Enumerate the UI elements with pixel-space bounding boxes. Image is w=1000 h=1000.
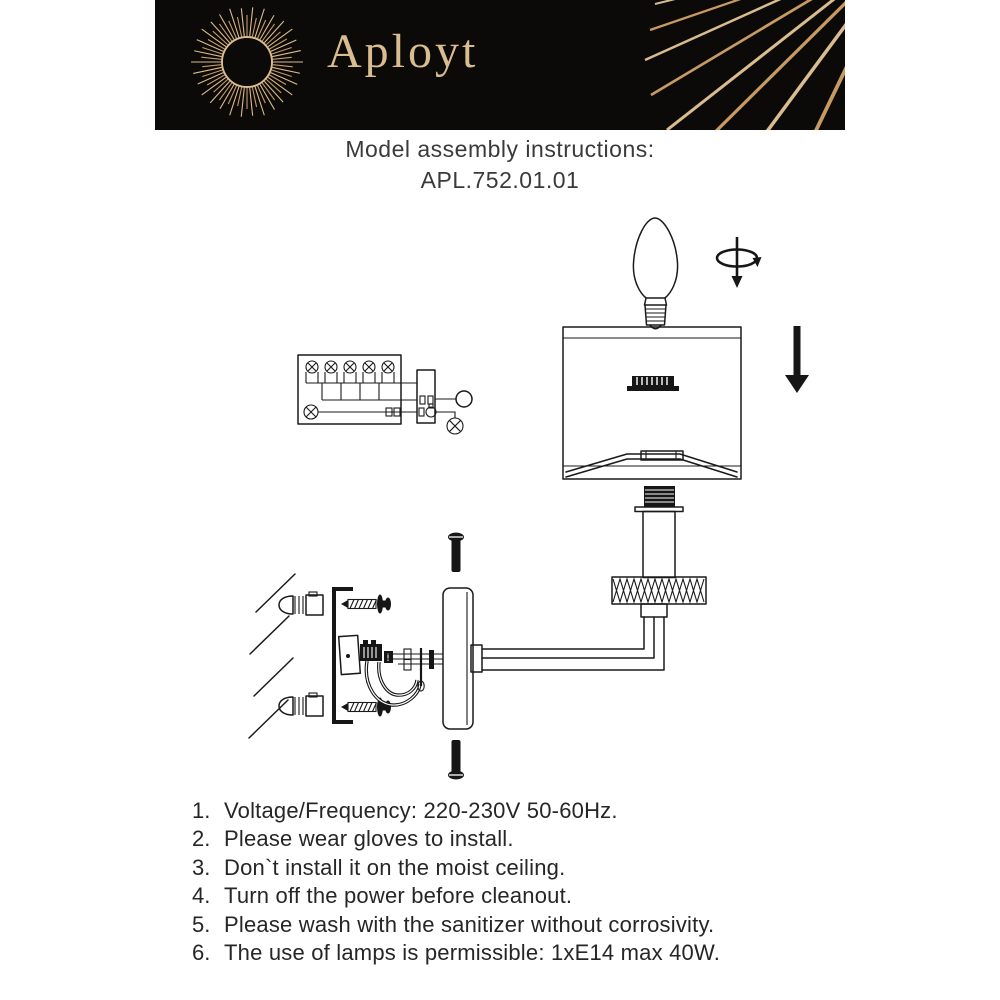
page-title: Model assembly instructions: <box>345 136 655 162</box>
item-number: 3. <box>192 854 211 880</box>
rotate-arrow-icon <box>717 237 762 288</box>
brand-banner <box>155 0 845 130</box>
connector-square <box>420 396 425 404</box>
socket-rib-base <box>627 386 679 391</box>
wall-anchor-icon <box>279 693 323 716</box>
list-item <box>192 825 842 853</box>
connector-square <box>428 396 433 404</box>
terminal-connector <box>360 644 382 661</box>
list-item <box>192 939 842 967</box>
threaded-cap <box>644 486 675 507</box>
item-number: 2. <box>192 826 211 852</box>
socket-body <box>643 512 675 578</box>
wall-hatch-lines <box>249 574 295 738</box>
lampshade <box>563 327 741 479</box>
item-text: Please wash with the sanitizer without corrosivity. <box>224 911 715 937</box>
extra-lamp-line <box>436 412 455 418</box>
item-text: Don`t install it on the moist ceiling. <box>224 854 566 880</box>
connector-square <box>419 408 424 416</box>
starburst-center <box>223 38 271 86</box>
list-item <box>192 882 842 910</box>
screw-bottom-icon <box>448 740 464 780</box>
list-item <box>192 797 842 825</box>
item-number: 4. <box>192 883 211 909</box>
washer-bar <box>429 650 434 669</box>
item-number: 6. <box>192 940 211 966</box>
brand-logo-text: Aployt <box>327 25 479 78</box>
lamp-symbols-icon <box>304 361 463 434</box>
wiring-schematic <box>298 355 472 434</box>
switch-circle <box>456 391 472 407</box>
junction-box-assembly <box>339 635 443 705</box>
item-number: 1. <box>192 798 211 823</box>
item-text: Turn off the power before cleanout. <box>224 883 573 909</box>
list-item <box>192 854 842 882</box>
mounting-screw-icon <box>341 595 391 614</box>
item-text: Please wear gloves to install. <box>224 826 514 852</box>
ray-fan-decoration-icon <box>645 0 845 130</box>
assembly-diagram <box>230 200 830 800</box>
item-text: Voltage/Frequency: 220-230V 50-60Hz. <box>224 798 618 823</box>
model-number: APL.752.01.01 <box>420 167 580 193</box>
mounting-screw-icon <box>341 698 391 717</box>
wall-anchor-icon <box>279 592 323 615</box>
lamp-arm <box>471 617 664 672</box>
wall-plate <box>443 588 473 729</box>
item-text: The use of lamps is permissible: 1xE14 max 40W. <box>224 940 721 966</box>
candle-bulb-icon <box>633 218 677 329</box>
stem-connector <box>641 604 667 617</box>
instruction-list <box>192 797 842 967</box>
item-number: 5. <box>192 911 211 937</box>
screw-top-icon <box>448 533 464 573</box>
lamp-legs <box>306 372 394 383</box>
title-block <box>0 136 1000 194</box>
banner-artwork <box>155 0 845 130</box>
socket-assembly <box>612 486 706 617</box>
bus-drops <box>322 383 379 400</box>
list-item <box>192 911 842 939</box>
down-arrow-icon <box>785 326 809 393</box>
